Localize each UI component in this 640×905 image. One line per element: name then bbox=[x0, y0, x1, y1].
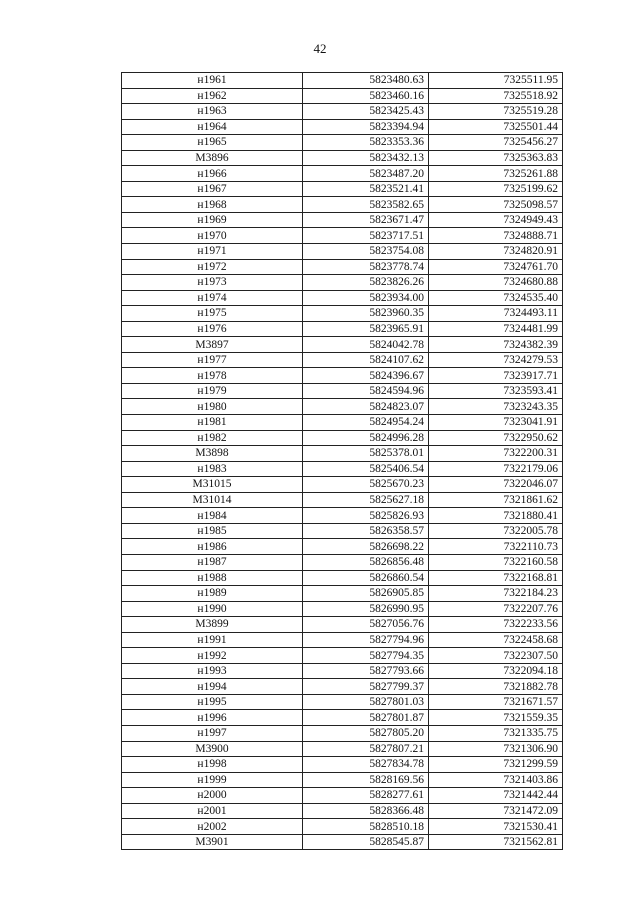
table-row bbox=[122, 788, 563, 804]
point-name-cell: н1990 bbox=[122, 601, 303, 617]
y-coordinate-cell: 7325199.62 bbox=[429, 181, 563, 197]
y-coordinate-cell: 7321530.41 bbox=[429, 819, 563, 835]
y-coordinate-cell: 7321880.41 bbox=[429, 508, 563, 524]
table-row bbox=[122, 508, 563, 524]
point-name-cell: н1964 bbox=[122, 119, 303, 135]
x-coordinate-cell: 5823965.91 bbox=[303, 321, 429, 337]
y-coordinate-cell: 7321306.90 bbox=[429, 741, 563, 757]
point-name-cell: М3896 bbox=[122, 150, 303, 166]
x-coordinate-cell: 5825378.01 bbox=[303, 446, 429, 462]
point-name-cell: н1968 bbox=[122, 197, 303, 213]
table-row bbox=[122, 430, 563, 446]
y-coordinate-cell: 7324761.70 bbox=[429, 259, 563, 275]
table-row bbox=[122, 694, 563, 710]
table-row bbox=[122, 710, 563, 726]
point-name-cell: н1985 bbox=[122, 523, 303, 539]
point-name-cell: н1981 bbox=[122, 415, 303, 431]
point-name-cell: н1975 bbox=[122, 306, 303, 322]
y-coordinate-cell: 7321403.86 bbox=[429, 772, 563, 788]
y-coordinate-cell: 7324493.11 bbox=[429, 306, 563, 322]
x-coordinate-cell: 5823425.43 bbox=[303, 104, 429, 120]
x-coordinate-cell: 5826358.57 bbox=[303, 523, 429, 539]
x-coordinate-cell: 5827794.35 bbox=[303, 648, 429, 664]
y-coordinate-cell: 7325511.95 bbox=[429, 73, 563, 89]
y-coordinate-cell: 7322168.81 bbox=[429, 570, 563, 586]
x-coordinate-cell: 5828169.56 bbox=[303, 772, 429, 788]
point-name-cell: М31014 bbox=[122, 492, 303, 508]
x-coordinate-cell: 5823671.47 bbox=[303, 212, 429, 228]
table-row bbox=[122, 290, 563, 306]
x-coordinate-cell: 5823394.94 bbox=[303, 119, 429, 135]
y-coordinate-cell: 7322233.56 bbox=[429, 617, 563, 633]
table-row bbox=[122, 244, 563, 260]
table-row bbox=[122, 523, 563, 539]
y-coordinate-cell: 7321442.44 bbox=[429, 788, 563, 804]
y-coordinate-cell: 7324481.99 bbox=[429, 321, 563, 337]
point-name-cell: н1973 bbox=[122, 275, 303, 291]
y-coordinate-cell: 7323041.91 bbox=[429, 415, 563, 431]
y-coordinate-cell: 7322160.58 bbox=[429, 554, 563, 570]
x-coordinate-cell: 5826698.22 bbox=[303, 539, 429, 555]
point-name-cell: н1999 bbox=[122, 772, 303, 788]
y-coordinate-cell: 7322458.68 bbox=[429, 632, 563, 648]
table-row bbox=[122, 617, 563, 633]
point-name-cell: н1982 bbox=[122, 430, 303, 446]
x-coordinate-cell: 5823960.35 bbox=[303, 306, 429, 322]
x-coordinate-cell: 5824042.78 bbox=[303, 337, 429, 353]
point-name-cell: н1965 bbox=[122, 135, 303, 151]
y-coordinate-cell: 7325501.44 bbox=[429, 119, 563, 135]
y-coordinate-cell: 7322207.76 bbox=[429, 601, 563, 617]
table-row bbox=[122, 648, 563, 664]
point-name-cell: н1986 bbox=[122, 539, 303, 555]
x-coordinate-cell: 5828277.61 bbox=[303, 788, 429, 804]
y-coordinate-cell: 7323593.41 bbox=[429, 383, 563, 399]
y-coordinate-cell: 7325363.83 bbox=[429, 150, 563, 166]
y-coordinate-cell: 7321882.78 bbox=[429, 679, 563, 695]
y-coordinate-cell: 7322110.73 bbox=[429, 539, 563, 555]
x-coordinate-cell: 5827056.76 bbox=[303, 617, 429, 633]
point-name-cell: н1983 bbox=[122, 461, 303, 477]
point-name-cell: н1996 bbox=[122, 710, 303, 726]
x-coordinate-cell: 5827801.03 bbox=[303, 694, 429, 710]
y-coordinate-cell: 7321299.59 bbox=[429, 757, 563, 773]
x-coordinate-cell: 5824823.07 bbox=[303, 399, 429, 415]
table-row bbox=[122, 772, 563, 788]
x-coordinate-cell: 5826856.48 bbox=[303, 554, 429, 570]
table-row bbox=[122, 586, 563, 602]
table-row bbox=[122, 399, 563, 415]
table-row bbox=[122, 834, 563, 850]
point-name-cell: н1984 bbox=[122, 508, 303, 524]
point-name-cell: н1976 bbox=[122, 321, 303, 337]
table-row bbox=[122, 228, 563, 244]
point-name-cell: н1989 bbox=[122, 586, 303, 602]
y-coordinate-cell: 7321559.35 bbox=[429, 710, 563, 726]
point-name-cell: н1969 bbox=[122, 212, 303, 228]
table-row bbox=[122, 104, 563, 120]
point-name-cell: н1987 bbox=[122, 554, 303, 570]
table-row bbox=[122, 570, 563, 586]
y-coordinate-cell: 7321562.81 bbox=[429, 834, 563, 850]
coordinates-table-body bbox=[122, 73, 563, 850]
point-name-cell: н1967 bbox=[122, 181, 303, 197]
point-name-cell: н1972 bbox=[122, 259, 303, 275]
point-name-cell: н1991 bbox=[122, 632, 303, 648]
table-row bbox=[122, 150, 563, 166]
point-name-cell: н1992 bbox=[122, 648, 303, 664]
x-coordinate-cell: 5826905.85 bbox=[303, 586, 429, 602]
x-coordinate-cell: 5828510.18 bbox=[303, 819, 429, 835]
x-coordinate-cell: 5825627.18 bbox=[303, 492, 429, 508]
x-coordinate-cell: 5827805.20 bbox=[303, 725, 429, 741]
table-row bbox=[122, 663, 563, 679]
y-coordinate-cell: 7322200.31 bbox=[429, 446, 563, 462]
x-coordinate-cell: 5823353.36 bbox=[303, 135, 429, 151]
table-row bbox=[122, 135, 563, 151]
table-row bbox=[122, 741, 563, 757]
x-coordinate-cell: 5824954.24 bbox=[303, 415, 429, 431]
x-coordinate-cell: 5823480.63 bbox=[303, 73, 429, 89]
point-name-cell: н1962 bbox=[122, 88, 303, 104]
y-coordinate-cell: 7321671.57 bbox=[429, 694, 563, 710]
x-coordinate-cell: 5826990.95 bbox=[303, 601, 429, 617]
y-coordinate-cell: 7324680.88 bbox=[429, 275, 563, 291]
x-coordinate-cell: 5827801.87 bbox=[303, 710, 429, 726]
table-row bbox=[122, 725, 563, 741]
y-coordinate-cell: 7324888.71 bbox=[429, 228, 563, 244]
x-coordinate-cell: 5827794.96 bbox=[303, 632, 429, 648]
point-name-cell: н1977 bbox=[122, 352, 303, 368]
x-coordinate-cell: 5825670.23 bbox=[303, 477, 429, 493]
table-row bbox=[122, 88, 563, 104]
x-coordinate-cell: 5823778.74 bbox=[303, 259, 429, 275]
y-coordinate-cell: 7322184.23 bbox=[429, 586, 563, 602]
x-coordinate-cell: 5823717.51 bbox=[303, 228, 429, 244]
table-row bbox=[122, 679, 563, 695]
point-name-cell: н1970 bbox=[122, 228, 303, 244]
y-coordinate-cell: 7324820.91 bbox=[429, 244, 563, 260]
y-coordinate-cell: 7325519.28 bbox=[429, 104, 563, 120]
table-row bbox=[122, 477, 563, 493]
point-name-cell: М31015 bbox=[122, 477, 303, 493]
point-name-cell: н2001 bbox=[122, 803, 303, 819]
table-row bbox=[122, 166, 563, 182]
y-coordinate-cell: 7322005.78 bbox=[429, 523, 563, 539]
point-name-cell: н1978 bbox=[122, 368, 303, 384]
y-coordinate-cell: 7324535.40 bbox=[429, 290, 563, 306]
point-name-cell: н1974 bbox=[122, 290, 303, 306]
point-name-cell: н2002 bbox=[122, 819, 303, 835]
y-coordinate-cell: 7325456.27 bbox=[429, 135, 563, 151]
x-coordinate-cell: 5824996.28 bbox=[303, 430, 429, 446]
table-row bbox=[122, 352, 563, 368]
coordinates-table bbox=[121, 72, 563, 850]
point-name-cell: н1980 bbox=[122, 399, 303, 415]
y-coordinate-cell: 7322094.18 bbox=[429, 663, 563, 679]
point-name-cell: н1997 bbox=[122, 725, 303, 741]
table-row bbox=[122, 306, 563, 322]
point-name-cell: н1966 bbox=[122, 166, 303, 182]
x-coordinate-cell: 5823432.13 bbox=[303, 150, 429, 166]
y-coordinate-cell: 7321335.75 bbox=[429, 725, 563, 741]
table-row bbox=[122, 446, 563, 462]
point-name-cell: н2000 bbox=[122, 788, 303, 804]
y-coordinate-cell: 7325098.57 bbox=[429, 197, 563, 213]
y-coordinate-cell: 7324949.43 bbox=[429, 212, 563, 228]
y-coordinate-cell: 7323917.71 bbox=[429, 368, 563, 384]
point-name-cell: М3901 bbox=[122, 834, 303, 850]
x-coordinate-cell: 5823934.00 bbox=[303, 290, 429, 306]
point-name-cell: н1979 bbox=[122, 383, 303, 399]
y-coordinate-cell: 7324382.39 bbox=[429, 337, 563, 353]
table-row bbox=[122, 119, 563, 135]
table-row bbox=[122, 601, 563, 617]
y-coordinate-cell: 7325518.92 bbox=[429, 88, 563, 104]
x-coordinate-cell: 5823826.26 bbox=[303, 275, 429, 291]
table-row bbox=[122, 275, 563, 291]
y-coordinate-cell: 7322046.07 bbox=[429, 477, 563, 493]
table-row bbox=[122, 461, 563, 477]
point-name-cell: н1961 bbox=[122, 73, 303, 89]
point-name-cell: н1998 bbox=[122, 757, 303, 773]
point-name-cell: н1993 bbox=[122, 663, 303, 679]
y-coordinate-cell: 7324279.53 bbox=[429, 352, 563, 368]
point-name-cell: н1963 bbox=[122, 104, 303, 120]
y-coordinate-cell: 7323243.35 bbox=[429, 399, 563, 415]
point-name-cell: М3897 bbox=[122, 337, 303, 353]
x-coordinate-cell: 5824396.67 bbox=[303, 368, 429, 384]
table-row bbox=[122, 321, 563, 337]
table-row bbox=[122, 197, 563, 213]
x-coordinate-cell: 5826860.54 bbox=[303, 570, 429, 586]
x-coordinate-cell: 5823754.08 bbox=[303, 244, 429, 260]
x-coordinate-cell: 5828545.87 bbox=[303, 834, 429, 850]
x-coordinate-cell: 5823582.65 bbox=[303, 197, 429, 213]
x-coordinate-cell: 5827799.37 bbox=[303, 679, 429, 695]
point-name-cell: М3898 bbox=[122, 446, 303, 462]
y-coordinate-cell: 7321472.09 bbox=[429, 803, 563, 819]
y-coordinate-cell: 7322179.06 bbox=[429, 461, 563, 477]
x-coordinate-cell: 5823487.20 bbox=[303, 166, 429, 182]
table-row bbox=[122, 632, 563, 648]
table-row bbox=[122, 757, 563, 773]
table-row bbox=[122, 819, 563, 835]
table-row bbox=[122, 337, 563, 353]
x-coordinate-cell: 5823460.16 bbox=[303, 88, 429, 104]
x-coordinate-cell: 5828366.48 bbox=[303, 803, 429, 819]
table-row bbox=[122, 554, 563, 570]
x-coordinate-cell: 5824107.62 bbox=[303, 352, 429, 368]
point-name-cell: н1995 bbox=[122, 694, 303, 710]
page-number: 42 bbox=[313, 41, 327, 56]
table-row bbox=[122, 803, 563, 819]
x-coordinate-cell: 5825826.93 bbox=[303, 508, 429, 524]
x-coordinate-cell: 5825406.54 bbox=[303, 461, 429, 477]
point-name-cell: М3900 bbox=[122, 741, 303, 757]
x-coordinate-cell: 5827793.66 bbox=[303, 663, 429, 679]
x-coordinate-cell: 5823521.41 bbox=[303, 181, 429, 197]
table-row bbox=[122, 368, 563, 384]
point-name-cell: н1988 bbox=[122, 570, 303, 586]
table-row bbox=[122, 539, 563, 555]
y-coordinate-cell: 7325261.88 bbox=[429, 166, 563, 182]
table-row bbox=[122, 415, 563, 431]
table-row bbox=[122, 73, 563, 89]
x-coordinate-cell: 5824594.96 bbox=[303, 383, 429, 399]
point-name-cell: н1971 bbox=[122, 244, 303, 260]
table-row bbox=[122, 492, 563, 508]
table-row bbox=[122, 212, 563, 228]
table-row bbox=[122, 181, 563, 197]
x-coordinate-cell: 5827807.21 bbox=[303, 741, 429, 757]
y-coordinate-cell: 7322950.62 bbox=[429, 430, 563, 446]
y-coordinate-cell: 7321861.62 bbox=[429, 492, 563, 508]
y-coordinate-cell: 7322307.50 bbox=[429, 648, 563, 664]
x-coordinate-cell: 5827834.78 bbox=[303, 757, 429, 773]
table-row bbox=[122, 259, 563, 275]
point-name-cell: н1994 bbox=[122, 679, 303, 695]
point-name-cell: М3899 bbox=[122, 617, 303, 633]
table-row bbox=[122, 383, 563, 399]
